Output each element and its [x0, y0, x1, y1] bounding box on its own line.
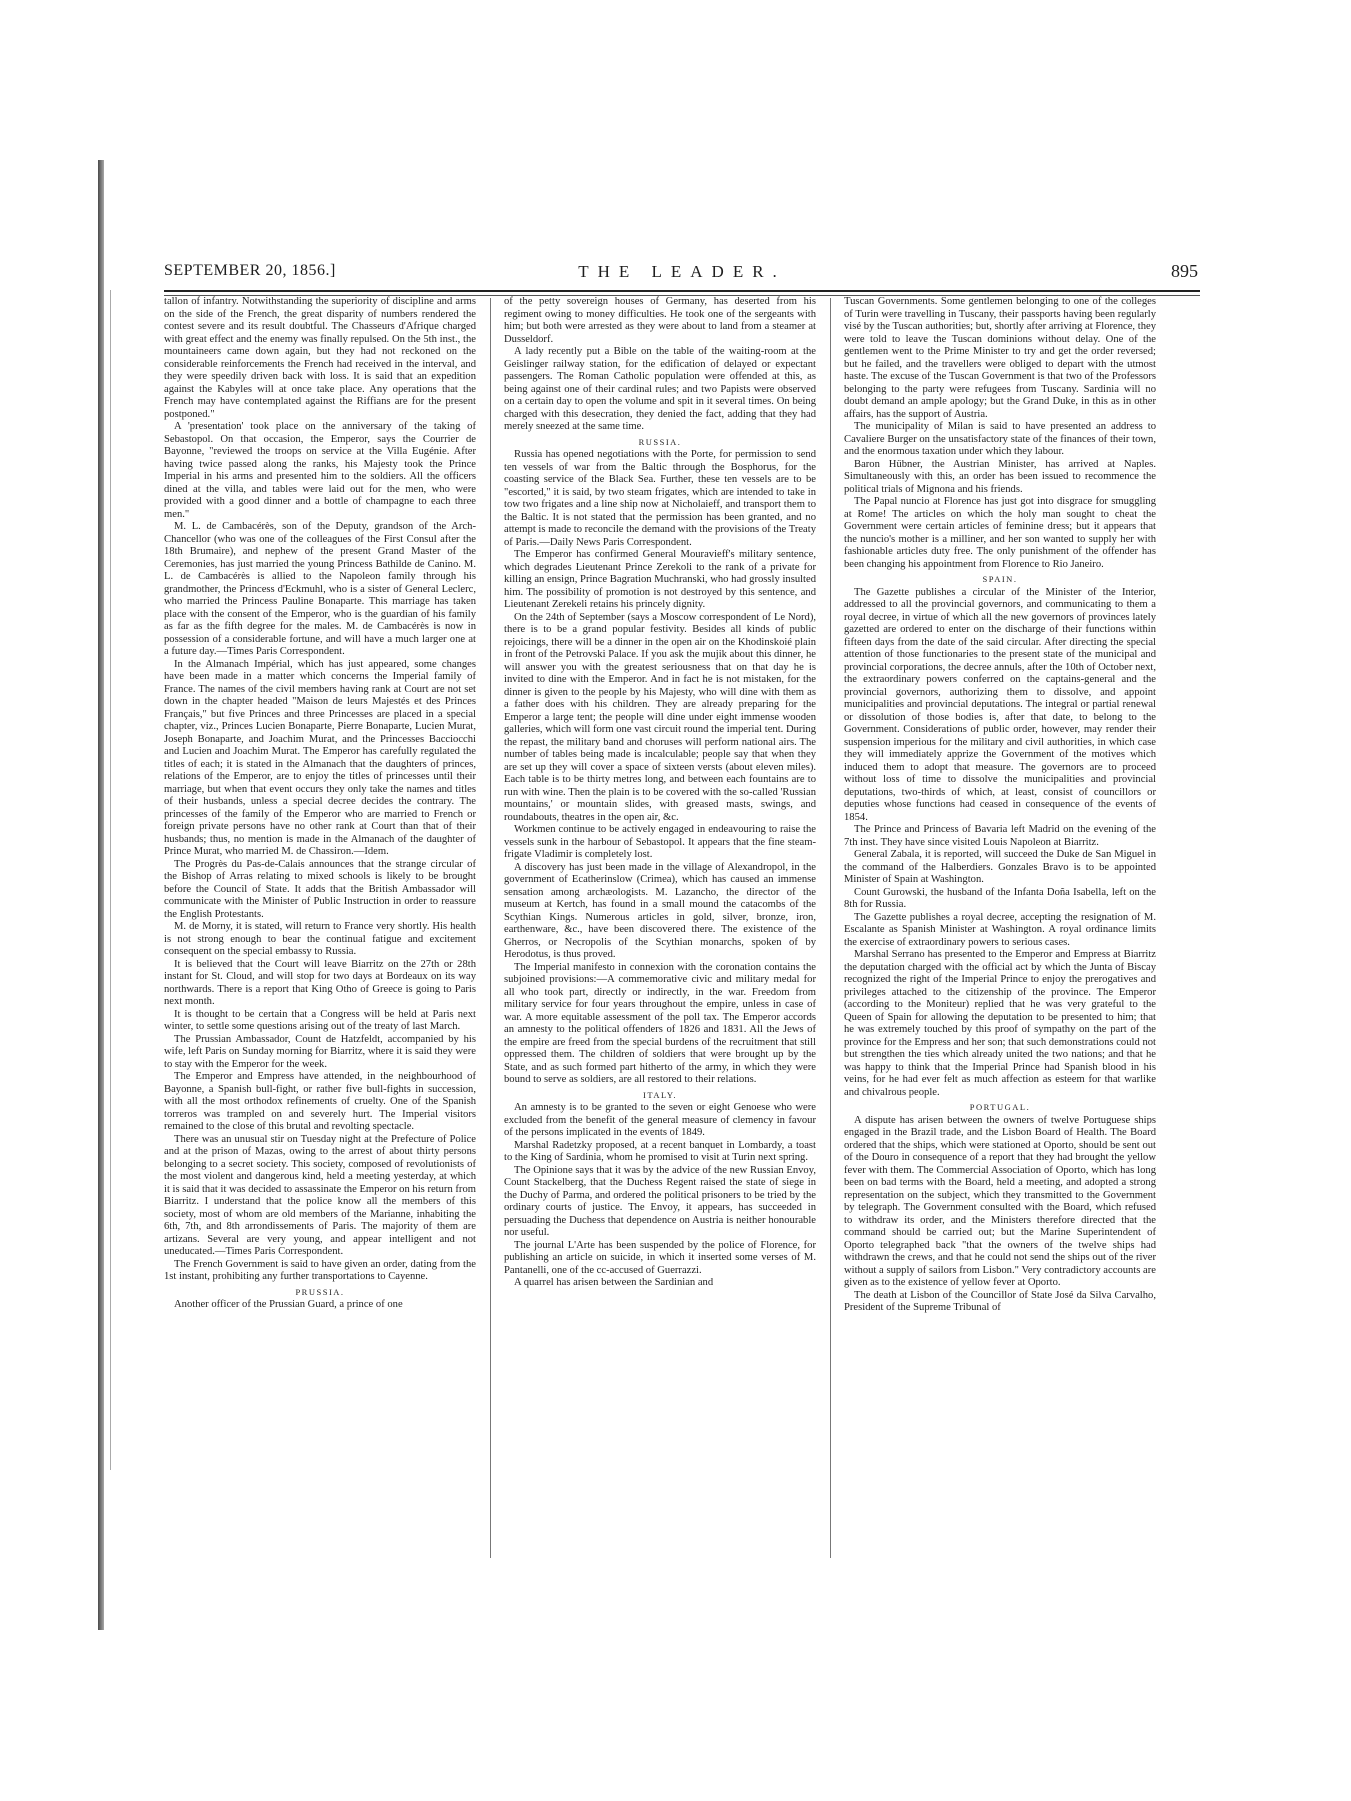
newspaper-title: THE LEADER. — [578, 262, 786, 281]
article-paragraph: A discovery has just been made in the village of Alexandropol, in the government of Ecatherinslow (Crimea), which has caused an immense sensation among archæologists. M. Lazancho, the director of the museum at Kertch, has found in a small mound the catacombs of the Scythian Kings. Numerous articles in gold, silver, bronze, iron, earthenware, &c., have been discovered there. The existence of the Gherros, or Necropolis of the Scythian monarchs, spoken of by Herodotus, is thus proved. — [504, 861, 816, 960]
article-paragraph: Workmen continue to be actively engaged in endeavouring to raise the vessels sunk in the harbour of Sebastopol. It appears that the fine steam-frigate Vladimir is completely lost. — [504, 824, 816, 860]
page-number: 895 — [1171, 261, 1198, 281]
article-paragraph: The death at Lisbon of the Councillor of State José da Silva Carvalho, President of the Supreme Tribunal of — [844, 1289, 1156, 1313]
column-divider — [490, 298, 491, 1558]
article-paragraph: It is thought to be certain that a Congress will be held at Paris next winter, to settle some questions arising out of the treaty of last March. — [164, 1008, 476, 1032]
article-paragraph: A 'presentation' took place on the anniversary of the taking of Sebastopol. On that occasion, the Emperor, says the Courrier de Bayonne, "reviewed the troops on service at the Villa Eugénie. After having twice passed along the ranks, his Majesty took the Prince Imperial in his arms and presented him to the soldiers. All the officers dined at the villa, and tables were laid out for the men, who were provided with a good dinner and a bottle of champagne to each three men." — [164, 421, 476, 520]
article-paragraph: A lady recently put a Bible on the table of the waiting-room at the Geislinger railway station, for the edification of delayed or expectant passengers. The Roman Catholic population were offended at this, as being against one of their cardinal rules; and two Papists were observed on a certain day to open the volume and spit in it several times. On being charged with this desecration, they denied the fact, adding that they had merely sneezed at the same time. — [504, 346, 816, 432]
issue-date: SEPTEMBER 20, 1856.] — [164, 262, 336, 279]
article-paragraph: Another officer of the Prussian Guard, a prince of one — [174, 1299, 403, 1310]
article-paragraph: The Opinione says that it was by the advice of the new Russian Envoy, Count Stackelberg, that the Duchess Regent raised the state of siege in the Duchy of Parma, and ordered the political prisoners to be tried by the ordinary courts of justice. The Envoy, it appears, has succeeded in persuading the Duchess that dependence on Austria is neither honourable nor useful. — [504, 1164, 816, 1238]
masthead — [164, 262, 1200, 286]
article-paragraph: An amnesty is to be granted to the seven or eight Genoese who were excluded from the benefit of the general measure of clemency in favour of the persons implicated in the events of 1849. — [504, 1102, 816, 1138]
article-paragraph: The Prince and Princess of Bavaria left Madrid on the evening of the 7th inst. They have since visited Louis Napoleon at Biarritz. — [844, 824, 1156, 848]
article-paragraph: of the petty sovereign houses of Germany, has deserted from his regiment owing to money difficulties. He took one of the sergeants with him; but both were arrested as they were about to land from a steamer at Dusseldorf. — [504, 296, 816, 345]
article-paragraph: Count Gurowski, the husband of the Infanta Doña Isabella, left on the 8th for Russia. — [844, 886, 1156, 910]
column-2 — [504, 296, 816, 1562]
section-heading: RUSSIA. — [638, 436, 682, 447]
article-paragraph: The journal L'Arte has been suspended by the police of Florence, for publishing an article on suicide, in which it inserted some verses of M. Pantanelli, one of the cc-accused of Guerrazzi. — [504, 1239, 816, 1276]
article-paragraph: The Imperial manifesto in connexion with the coronation contains the subjoined provisions:—A commemorative civic and military medal for all who took part, directly or indirectly, in the war. Freedom from military service for four years throughout the empire, unless in case of war. A more equitable assessment of the poll tax. The Emperor accords an amnesty to the political offenders of 1826 and 1831. All the Jews of the empire are freed from the special burdens of the recruitment that still oppressed them. The children of soldiers that were brought up by the State, and as such formed part hitherto of the army, in which they were bound to serve as soldiers, are all restored to their relations. — [504, 961, 816, 1085]
article-paragraph: On the 24th of September (says a Moscow correspondent of Le Nord), there is to be a grand popular festivity. Besides all kinds of public rejoicings, there will be a dinner in the open air on the Khodinskoié plain in front of the Petrovski Palace. If you ask the mujik about this dinner, he will answer you with the greatest seriousness that on that day he is invited to dine with the Emperor. And in fact he is not mistaken, for the dinner is given to the people by his Majesty, who will dine with them as a father does with his children. They are already preparing for the Emperor a large tent; the people will dine under eight immense wooden galleries, which will form one vast circuit round the imperial tent. During the repast, the military band and choruses will perform national airs. The number of tables being made is incalculable; people say that when they are set up they will cover a space of sixteen versts (about eleven miles). Each table is to be thirty metres long, and between each fountains are to run with wine. Then the plain is to be covered with the so-called 'Russian mountains,' or mountain slides, with greased masts, swings, and roundabouts, theatres in the open air, &c. — [504, 611, 816, 823]
binding-edge-line — [110, 290, 111, 1470]
article-paragraph: The municipality of Milan is said to have presented an address to Cavaliere Burger on the unsatisfactory state of the finances of their town, and the enormous taxation under which they labour. — [844, 421, 1156, 457]
article-paragraph: A quarrel has arisen between the Sardinian and — [514, 1277, 714, 1288]
column-1 — [164, 296, 476, 1562]
section-heading: PRUSSIA. — [295, 1286, 345, 1297]
section-heading: PORTUGAL. — [969, 1102, 1031, 1112]
binding-spine-shadow — [98, 160, 104, 1630]
article-paragraph: In the Almanach Impérial, which has just appeared, some changes have been made in a matter which concerns the Imperial family of France. The names of the civil members having rank at Court are not set down in the chapter headed "Maison de leurs Majestés et des Princes Français," but five Princes and three Princesses are placed in a special chapter, viz., Princes Lucien Bonaparte, Pierre Bonaparte, Lucien Murat, Joseph Bonaparte, and Joachim Murat, and the Princesses Bacciocchi and Lucien and Joachim Murat. The Emperor has carefully regulated the titles of each; it is stated in the Almanach that the daughters of princes, relations of the Emperor, are to enjoy the titles of princesses until their marriage, but when that event occurs they only take the names and titles of their husbands, unless a special decree decides the contrary. The princesses of the family of the Emperor who are married to French or foreign private persons have no other rank at Court than that of their husbands; thus, no mention is made in the Almanach of the daughter of Prince Murat, who married M. de Chassiron.—Idem. — [164, 658, 476, 857]
article-paragraph: The Emperor has confirmed General Mouravieff's military sentence, which degrades Lieutenant Prince Zerekoli to the rank of a private for killing an ensign, Prince Bagration Muchranski, who had grossly insulted him. The possibility of promotion is not destroyed by this sentence, and Lieutenant Zerekeli retains his princely dignity. — [504, 549, 816, 610]
article-paragraph: A dispute has arisen between the owners of twelve Portuguese ships engaged in the Brazil trade, and the Lisbon Board of Health. The Board ordered that the ships, which were stationed at Oporto, should be sent out of the Douro in consequence of a report that they had brought the yellow fever with them. The Commercial Association of Oporto, which has long been on bad terms with the Board, held a meeting, and adopted a strong representation on the subject, which they transmitted to the Government by telegraph. The Government consulted with the Board, which refused to withdraw its order, and the Ministers therefore directed that the command should be carried out; but the Marine Superintendent of Oporto telegraphed back "that the owners of the twelve ships had withdrawn the crews, and that he could not send the ships out of the river without a supply of sailors from Lisbon." Very contradictory accounts are given as to the existence of yellow fever at Oporto. — [844, 1114, 1156, 1288]
article-paragraph: The Emperor and Empress have attended, in the neighbourhood of Bayonne, a Spanish bull-fight, or rather five bull-fights in succession, with all the most orthodox refinements of cruelty. One of the Spanish torreros was trampled on and severely hurt. The Imperial visitors remained to the close of this brutal and revolting spectacle. — [164, 1071, 476, 1132]
section-heading: SPAIN. — [982, 574, 1018, 584]
article-paragraph: Russia has opened negotiations with the Porte, for permission to send ten vessels of war from the Baltic through the Bosphorus, for the coasting service of the Black Sea. Further, these ten vessels are to be "escorted," it is said, by two steam frigates, which are intended to take in tow two frigates and a line ship now at Nicholaieff, and transport them to the Baltic. It is not stated that the permission has been granted, and no attempt is made to reconcile the demand with the provisions of the Treaty of Paris.—Daily News Paris Correspondent. — [504, 449, 816, 548]
article-paragraph: There was an unusual stir on Tuesday night at the Prefecture of Police and at the prison of Mazas, owing to the arrest of about thirty persons belonging to a secret society. This society, composed of revolutionists of the most violent and dangerous kind, held a meeting yesterday, at which it is said that it was decided to assassinate the Emperor on his return from Biarritz. I understand that the police know all the members of this society, most of whom are old members of the Marianne, inhabiting the 6th, 7th, and 8th arrondissements of Paris. The majority of them are artizans. Several are very young, and appear intelligent and not uneducated.—Times Paris Correspondent. — [164, 1133, 476, 1257]
article-paragraph: Marshal Serrano has presented to the Emperor and Empress at Biarritz the deputation charged with the official act by which the Junta of Biscay recognized the right of the Imperial Prince to enjoy the prerogatives and privileges attached to the citizenship of the province. The Emperor (according to the Moniteur) replied that he was very grateful to the Queen of Spain for allowing the deputation to be presented to him; that he was extremely touched by this proof of sympathy on the part of the province for the Empress and her son; that such demonstrations could not but strengthen the ties which already united the two nations; and that he was happy to think that the Imperial Prince had Spanish blood in his veins, for he had ever felt as much affection as esteem for that warlike and chivalrous people. — [844, 949, 1156, 1098]
article-paragraph: Baron Hübner, the Austrian Minister, has arrived at Naples. Simultaneously with this, an order has been issued to recommence the political trials of Mignona and his friends. — [844, 458, 1156, 495]
article-paragraph: The Prussian Ambassador, Count de Hatzfeldt, accompanied by his wife, left Paris on Sunday morning for Biarritz, where it is said they were to stay with the Emperor for the week. — [164, 1033, 476, 1070]
section-heading: ITALY. — [643, 1089, 677, 1100]
column-divider — [830, 298, 831, 1558]
article-paragraph: tallon of infantry. Notwithstanding the superiority of discipline and arms on the side of the French, the great disparity of numbers rendered the contest severe and its result doubtful. The Chasseurs d'Afrique charged with great effect and the enemy was finally repulsed. On the 5th inst., the mountaineers came down again, but they had not reckoned on the considerable reinforcements the French had received in the interval, and they were speedily driven back with loss. It is said that an expedition against the Kabyles will at once take place. Any operations that the French may have contemplated against the Riffians are for the present postponed." — [164, 296, 476, 420]
article-paragraph: It is believed that the Court will leave Biarritz on the 27th or 28th instant for St. Cloud, and will stop for two days at Bordeaux on its way northwards. There is a report that King Otho of Greece is going to Paris next month. — [164, 958, 476, 1007]
article-paragraph: M. L. de Cambacérès, son of the Deputy, grandson of the Arch-Chancellor (who was one of the colleagues of the First Consul after the 18th Brumaire), and nephew of the present Grand Master of the Ceremonies, has just married the young Princess Bathilde de Canino. M. L. de Cambacérès is allied to the Napoleon family through his grandmother, the Princess d'Eckmuhl, who is a sister of General Leclerc, who married the Princess Pauline Bonaparte. This marriage has taken place with the consent of the Emperor, who is the guardian of his family as far as the fifth degree for the males. M. de Cambacérès is now in possession of a considerable fortune, and will have a much larger one at a future day.—Times Paris Correspondent. — [164, 521, 476, 657]
article-paragraph: General Zabala, it is reported, will succeed the Duke de San Miguel in the command of the Halberdiers. Gonzales Bravo is to be appointed Minister of Spain at Washington. — [844, 849, 1156, 885]
article-paragraph: M. de Morny, it is stated, will return to France very shortly. His health is not strong enough to bear the continual fatigue and excitement consequent on the special embassy to Russia. — [164, 921, 476, 957]
article-paragraph: The Gazette publishes a royal decree, accepting the resignation of M. Escalante as Spanish Minister at Washington. A royal ordinance limits the exercise of extraordinary powers to serious cases. — [844, 911, 1156, 948]
article-paragraph: The Progrès du Pas-de-Calais announces that the strange circular of the Bishop of Arras relating to mixed schools is likely to be brought before the Council of State. It adds that the British Ambassador will communicate with the Minister of Public Instruction in order to reassure the English Protestants. — [164, 858, 476, 920]
column-3 — [844, 296, 1156, 1562]
article-paragraph: The Gazette publishes a circular of the Minister of the Interior, addressed to all the provincial governors, and communicating to them a royal decree, in virtue of which all the new governors of provinces lately gazetted are ordered to enter on the discharge of their functions within fifteen days from the date of the said circular. After directing the special attention of those functionaries to the present state of the municipal and provincial corporations, the decree annuls, after the 10th of October next, the extraordinary powers conferred on the captains-general and the provincial governors, authorizing them to dissolve, and appoint municipalities and provincial deputations. The integral or partial renewal or dissolution of those bodies is, after that date, to belong to the Government. Considerations of public order, however, may render their suspension imperious for the military and civil authorities, in which case they will immediately apprize the Government of the motives which induced them to adopt that measure. The governors are to proceed without loss of time to dissolve the municipalities and provincial deputations, two-thirds of which, at least, consist of councillors or deputies whose functions had ceased in consequence of the events of 1854. — [844, 586, 1156, 823]
newspaper-page — [164, 262, 1200, 1562]
article-paragraph: Tuscan Governments. Some gentlemen belonging to one of the colleges of Turin were travelling in Tuscany, their passports having been regularly visé by the Tuscan authorities; but, shortly after arriving at Florence, they were told to leave the Tuscan dominions without delay. One of the gentlemen went to the Prime Minister to try and get the order reversed; but he failed, and the travellers were obliged to depart with the utmost haste. The excuse of the Tuscan Government is that two of the Professors belonging to the party were refugees from Tuscany. Sardinia will no doubt demand an ample apology; but the Grand Duke, in this as in other affairs, has the support of Austria. — [844, 296, 1156, 420]
article-paragraph: The Papal nuncio at Florence has just got into disgrace for smuggling at Rome! The articles on which the holy man sought to cheat the Government were certain articles of feminine dress; but it appears that the nuncio's mother is a milliner, and her son wanted to supply her with fashionable articles duty free. The only punishment of the offender has been changing his appointment from Florence to Rio Janeiro. — [844, 496, 1156, 570]
article-paragraph: The French Government is said to have given an order, dating from the 1st instant, prohibiting any further transportations to Cayenne. — [164, 1258, 476, 1282]
article-paragraph: Marshal Radetzky proposed, at a recent banquet in Lombardy, a toast to the King of Sardinia, whom he promised to visit at Turin next spring. — [504, 1139, 816, 1163]
